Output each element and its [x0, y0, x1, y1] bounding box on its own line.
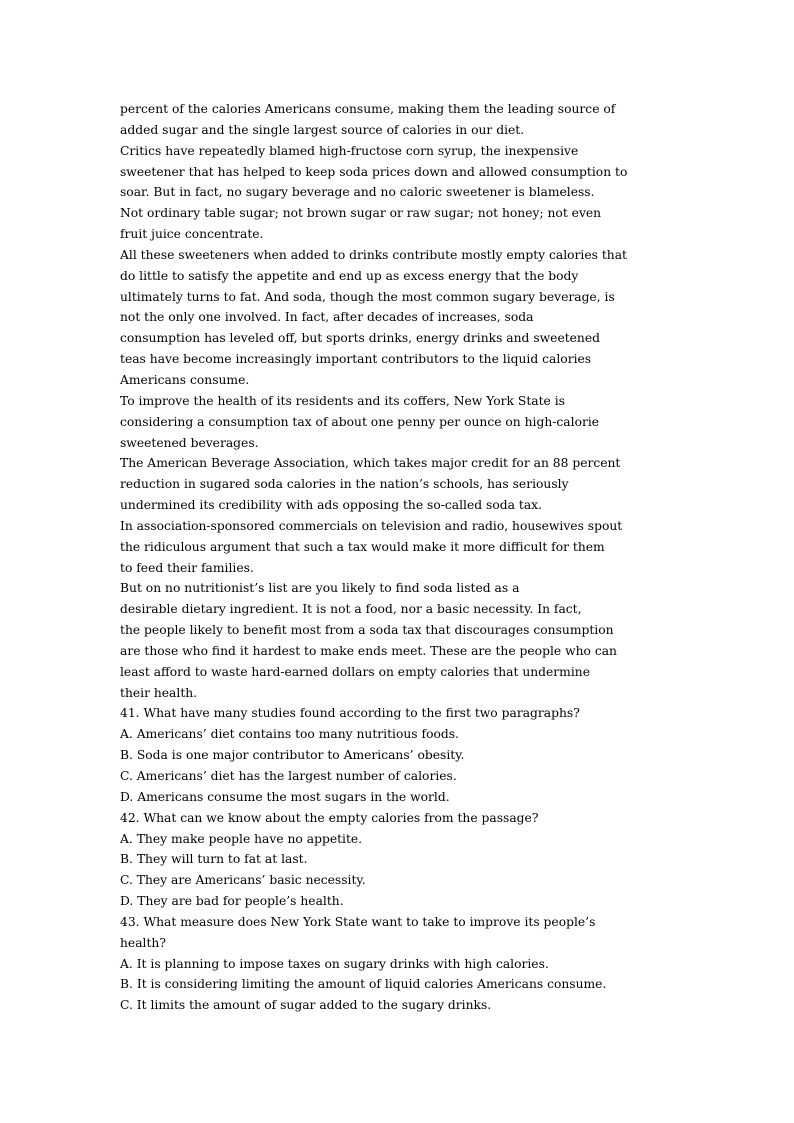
text-line: added sugar and the single largest source of calories in our diet.	[120, 122, 525, 137]
question-43-option-a: A. It is planning to impose taxes on sugary drinks with high calories.	[120, 956, 549, 971]
question-41-option-a: A. Americans’ diet contains too many nutritious foods.	[120, 727, 459, 742]
question-41: 41. What have many studies found according to the first two paragraphs?	[120, 706, 580, 721]
text-line: soar. But in fact, no sugary beverage and no caloric sweetener is blameless.	[120, 185, 595, 200]
text-line: the ridiculous argument that such a tax would make it more difficult for them	[120, 539, 605, 554]
text-line: fruit juice concentrate.	[120, 227, 264, 242]
question-43-continued: health?	[120, 935, 166, 950]
text-line: All these sweeteners when added to drinks contribute mostly empty calories that	[120, 247, 627, 262]
question-43: 43. What measure does New York State want to take to improve its people’s	[120, 914, 596, 929]
text-line: desirable dietary ingredient. It is not a food, nor a basic necessity. In fact,	[120, 602, 582, 617]
question-41-option-b: B. Soda is one major contributor to Americans’ obesity.	[120, 748, 465, 763]
text-line: reduction in sugared soda calories in the nation’s schools, has seriously	[120, 477, 569, 492]
text-line: considering a consumption tax of about one penny per ounce on high-calorie	[120, 414, 600, 429]
question-42-option-a: A. They make people have no appetite.	[120, 831, 363, 846]
text-line: the people likely to benefit most from a soda tax that discourages consumption	[120, 623, 614, 638]
text-line: Not ordinary table sugar; not brown sugar or raw sugar; not honey; not even	[120, 206, 602, 221]
text-line: not the only one involved. In fact, after decades of increases, soda	[120, 310, 534, 325]
text-line: The American Beverage Association, which takes major credit for an 88 percent	[120, 456, 621, 471]
text-line: teas have become increasingly important contributors to the liquid calories	[120, 352, 592, 367]
question-42-option-b: B. They will turn to fat at last.	[120, 852, 308, 867]
text-line: Critics have repeatedly blamed high-fructose corn syrup, the inexpensive	[120, 143, 579, 158]
document-text	[120, 99, 680, 1016]
text-line: do little to satisfy the appetite and end up as excess energy that the body	[120, 268, 579, 283]
question-43-option-b: B. It is considering limiting the amount of liquid calories Americans consume.	[120, 977, 607, 992]
text-line: to feed their families.	[120, 560, 254, 575]
text-line: least afford to waste hard-earned dollars on empty calories that undermine	[120, 664, 590, 679]
text-line: But on no nutritionist’s list are you likely to find soda listed as a	[120, 581, 520, 596]
text-line: Americans consume.	[120, 372, 250, 387]
question-41-option-c: C. Americans’ diet has the largest number of calories.	[120, 769, 457, 783]
text-line: sweetened beverages.	[120, 435, 259, 450]
question-43-option-c: C. It limits the amount of sugar added to the sugary drinks.	[120, 998, 492, 1013]
question-42-option-c: C. They are Americans’ basic necessity.	[120, 873, 366, 888]
text-line: consumption has leveled off, but sports drinks, energy drinks and sweetened	[120, 331, 601, 346]
text-line: undermined its credibility with ads opposing the so-called soda tax.	[120, 498, 542, 513]
text-line: their health.	[120, 685, 198, 700]
text-line: are those who find it hardest to make ends meet. These are the people who can	[120, 643, 617, 658]
question-42: 42. What can we know about the empty calories from the passage?	[120, 810, 539, 825]
text-line: To improve the health of its residents and its coffers, New York State is	[120, 393, 565, 408]
question-42-option-d: D. They are bad for people’s health.	[120, 894, 344, 909]
text-line: sweetener that has helped to keep soda prices down and allowed consumption to	[120, 164, 628, 179]
question-41-option-d: D. Americans consume the most sugars in the world.	[120, 789, 450, 804]
text-line: In association-sponsored commercials on television and radio, housewives spout	[120, 518, 623, 533]
text-line: percent of the calories Americans consume, making them the leading source of	[120, 102, 616, 116]
text-line: ultimately turns to fat. And soda, though the most common sugary beverage, is	[120, 289, 615, 304]
